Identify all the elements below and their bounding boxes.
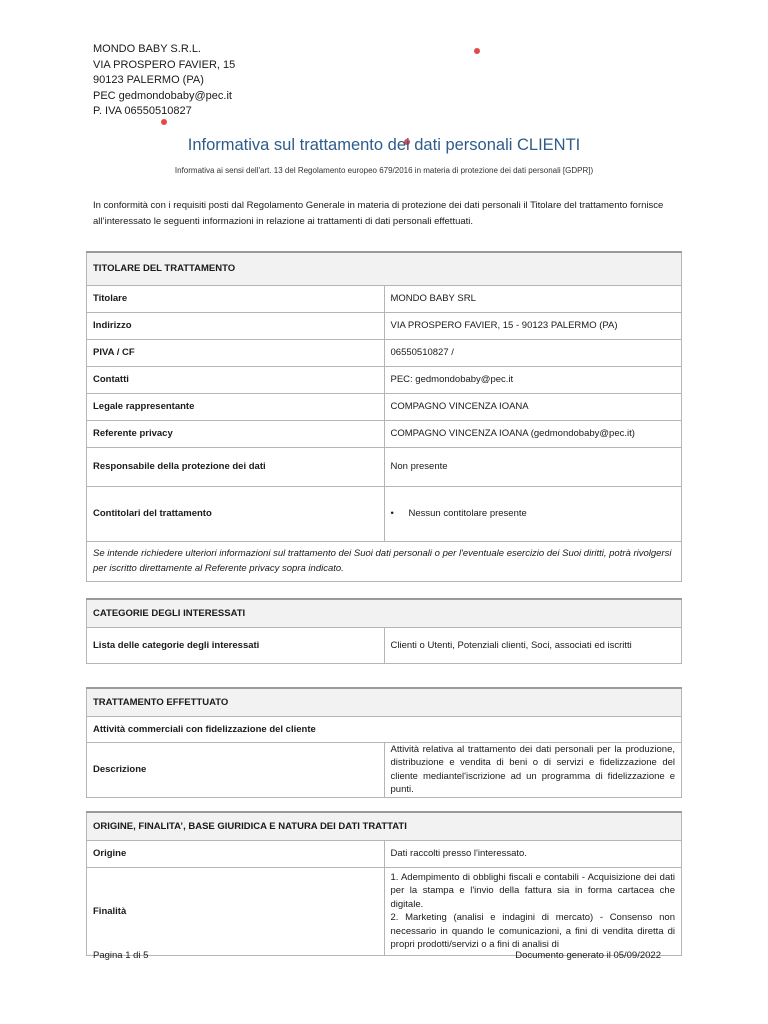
row-label: Legale rappresentante xyxy=(87,393,385,420)
categorie-table xyxy=(86,598,682,664)
row-value: Attività relativa al trattamento dei dati personali per la produzione, distribuzione e vendita di beni o di servizi e fidelizzazione del cliente mediantel'iscrizione ad un programma di fidelizzazione e punti. xyxy=(384,742,682,797)
row-value: 06550510827 / xyxy=(384,339,682,366)
row-label: Origine xyxy=(87,840,385,867)
row-value: COMPAGNO VINCENZA IOANA xyxy=(384,393,682,420)
company-pec: PEC gedmondobaby@pec.it xyxy=(93,89,232,102)
row-label: Responsabile della protezione dei dati xyxy=(87,447,385,486)
treatment-title: Attività commerciali con fidelizzazione del cliente xyxy=(87,716,682,742)
row-value xyxy=(384,867,682,955)
company-vat: P. IVA 06550510827 xyxy=(93,105,192,117)
titolare-table xyxy=(86,251,682,582)
company-city: 90123 PALERMO (PA) xyxy=(93,74,204,86)
section-header: CATEGORIE DEGLI INTERESSATI xyxy=(87,599,682,627)
row-value: MONDO BABY SRL xyxy=(384,285,682,312)
row-label: Contatti xyxy=(87,366,385,393)
section-header: TRATTAMENTO EFFETTUATO xyxy=(87,688,682,716)
bullet-icon: • xyxy=(390,508,394,519)
row-label: Referente privacy xyxy=(87,420,385,447)
intro-paragraph: In conformità con i requisiti posti dal Regolamento Generale in materia di protezione dei dati personali il Titolare del trattamento fornisce all’interessato le seguenti informazioni in relazione ai trattamenti di dati personali effettuati. xyxy=(93,200,664,227)
row-value: Non presente xyxy=(384,447,682,486)
row-label: Finalità xyxy=(87,867,385,955)
contitolari-value: Nessun contitolare presente xyxy=(408,508,527,519)
finalita-item: 1. Adempimento di obblighi fiscali e contabili - Acquisizione dei dati per la stampa e l'invio della fattura sia in forma cartacea che digitale. xyxy=(390,871,675,910)
row-value: PEC: gedmondobaby@pec.it xyxy=(384,366,682,393)
row-value: Clienti o Utenti, Potenziali clienti, Soci, associati ed iscritti xyxy=(384,627,682,663)
finalita-item: 2. Marketing (analisi e indagini di mercato) - Consenso non necessario in quando le comunicazioni, a fini di vendita diretta di propri prodotti/servizi o a fini di analisi di xyxy=(390,912,675,950)
row-label: Titolare xyxy=(87,285,385,312)
row-value: Dati raccolti presso l'interessato. xyxy=(384,840,682,867)
row-label: Indirizzo xyxy=(87,312,385,339)
red-dot-marker xyxy=(161,119,167,125)
row-label: Descrizione xyxy=(87,742,385,797)
row-value: COMPAGNO VINCENZA IOANA (gedmondobaby@pec.it) xyxy=(384,420,682,447)
document-subtitle: Informativa ai sensi dell'art. 13 del Regolamento europeo 679/2016 in materia di protezione dei dati personali [GDPR]) xyxy=(174,166,594,175)
red-dot-marker xyxy=(474,48,480,54)
generated-date: Documento generato il 05/09/2022 xyxy=(515,950,661,961)
company-header xyxy=(93,42,235,120)
row-label: PIVA / CF xyxy=(87,339,385,366)
section-header: TITOLARE DEL TRATTAMENTO xyxy=(87,252,682,285)
page-number: Pagina 1 di 5 xyxy=(93,950,149,961)
row-value: VIA PROSPERO FAVIER, 15 - 90123 PALERMO (PA) xyxy=(384,312,682,339)
trattamento-table xyxy=(86,687,682,798)
company-name: MONDO BABY S.R.L. xyxy=(93,43,201,55)
origine-table xyxy=(86,811,682,956)
row-label: Lista delle categorie degli interessati xyxy=(87,627,385,663)
company-street: VIA PROSPERO FAVIER, 15 xyxy=(93,58,236,71)
section-header: ORIGINE, FINALITA’, BASE GIURIDICA E NATURA DEI DATI TRATTATI xyxy=(87,812,682,840)
document-title: Informativa sul trattamento dei dati personali CLIENTI xyxy=(187,136,581,154)
row-label: Contitolari del trattamento xyxy=(87,486,385,541)
privacy-note: Se intende richiedere ulteriori informazioni sul trattamento dei Suoi dati personali o per l'eventuale esercizio dei Suoi diritti, potrà rivolgersi per iscritto direttamente al Referente privacy sopra indicato. xyxy=(87,541,682,581)
row-value xyxy=(384,486,682,541)
